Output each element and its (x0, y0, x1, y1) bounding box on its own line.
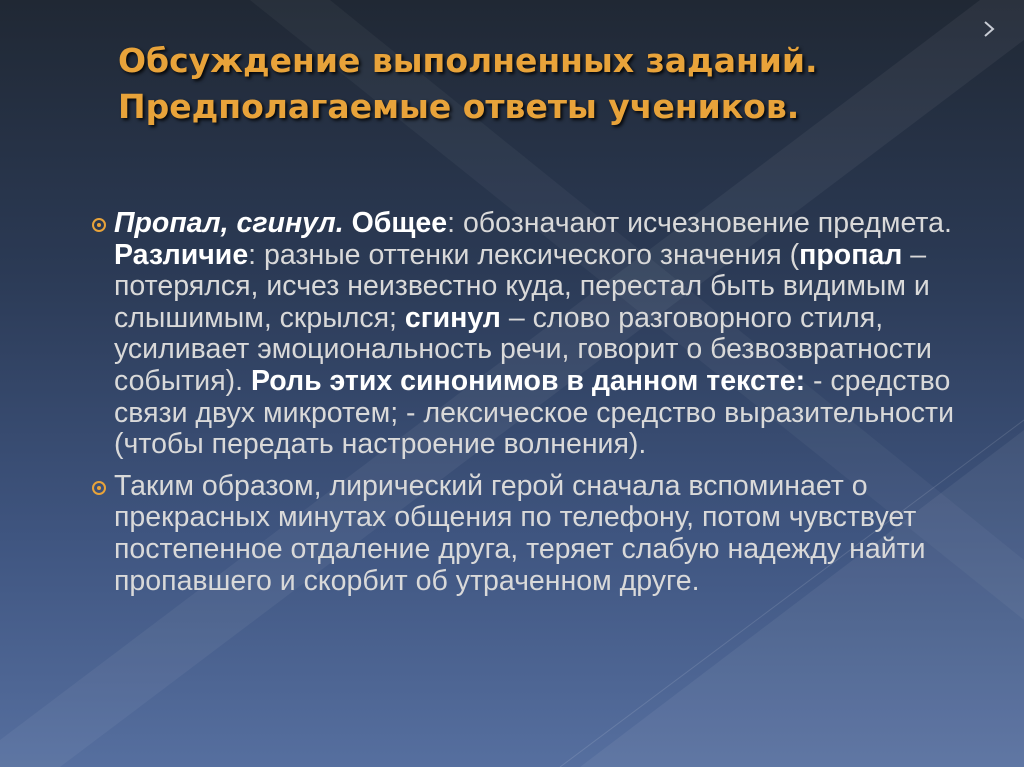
emphasis-text: Роль этих синонимов в данном тексте: (250, 364, 806, 397)
body-text: : разные оттенки лексического значения ( (248, 238, 800, 271)
emphasis-text: Различие (114, 238, 249, 271)
emphasis-text: пропал (799, 238, 903, 271)
body-text: – потерялся, исчез неизвестно куда, перестал быть видимым и слышимым, скрылся; (114, 238, 930, 334)
bullet-item (96, 471, 976, 597)
bullet-list (96, 208, 976, 607)
emphasis-text: Общее (351, 207, 448, 239)
body-text: : обозначают исчезновение предмета. (447, 207, 952, 239)
bullet-text (114, 208, 976, 461)
body-text (344, 207, 352, 239)
body-text: Таким образом, лирический герой сначала вспоминает о прекрасных минутах общения по телефону, потом чувствует постепенное отдаление друга, теряет слабую надежду найти пропавшего и скорбит об утраченном друге. (114, 469, 926, 597)
emphasis-text: сгинул (404, 301, 501, 334)
bullet-item (96, 208, 976, 461)
circle-bullet-icon (92, 481, 106, 495)
slide-title (118, 38, 978, 130)
bullet-text (114, 471, 976, 597)
body-text: - средство связи двух микротем; - лексическое средство выразительности (чтобы передать настроение волнения). (114, 364, 955, 461)
slide-title-line-1: Обсуждение выполненных заданий. (118, 41, 818, 80)
circle-bullet-icon (92, 218, 106, 232)
slide-title-line-2: Предполагаемые ответы учеников. (118, 87, 800, 126)
emphasis-text: Пропал, сгинул. (114, 207, 344, 239)
body-text: – слово разговорного стиля, усиливает эмоциональность речи, говорит о безвозвратности события). (114, 301, 932, 397)
